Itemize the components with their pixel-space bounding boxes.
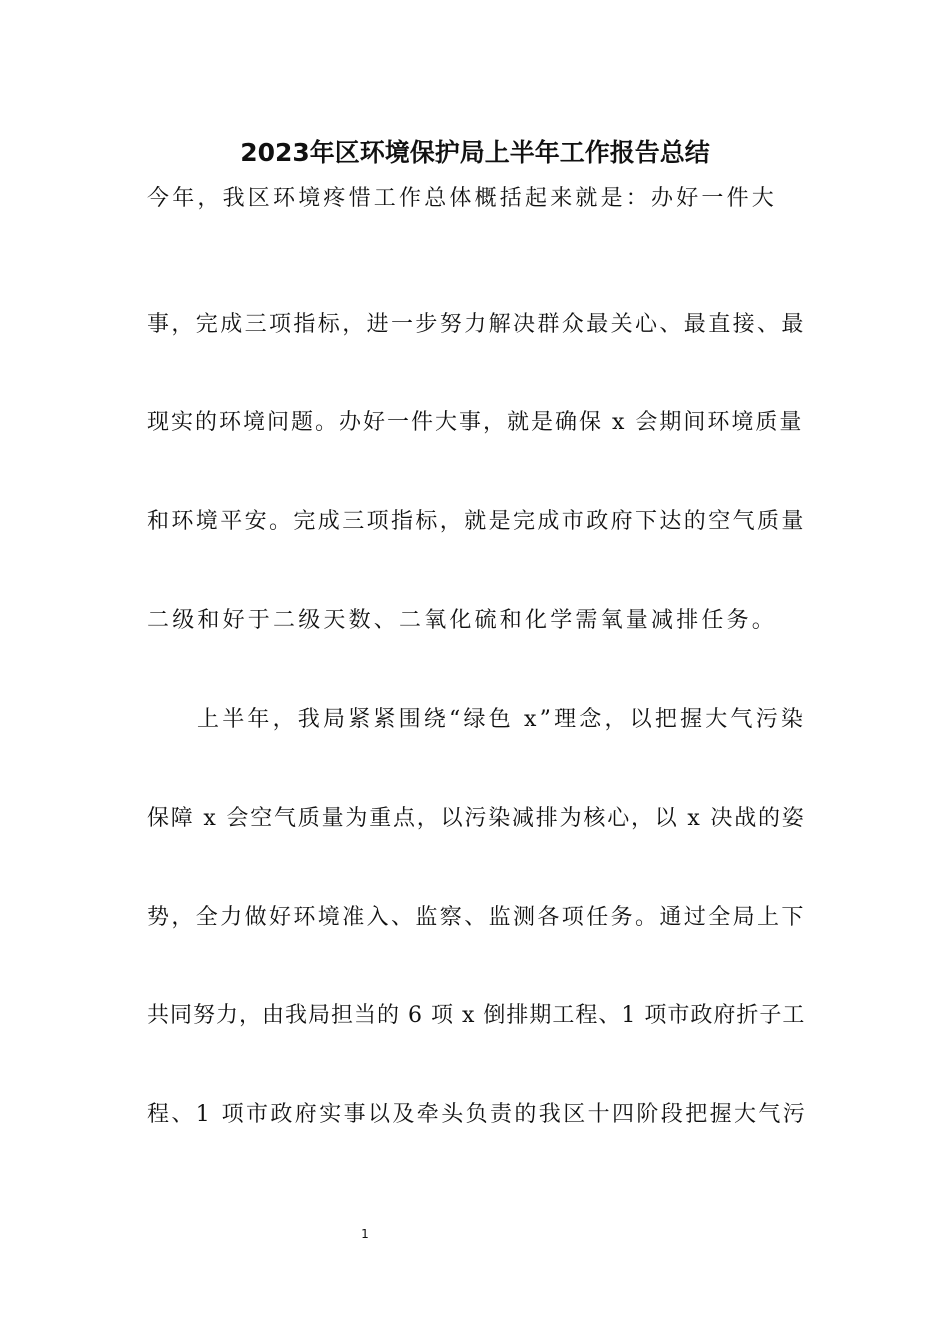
paragraph-2-line-4: 共同努力，由我局担当的 6 项 x 倒排期工程、1 项市政府折子工	[147, 1003, 806, 1028]
paragraph-1-line-2: 事，完成三项指标，进一步努力解决群众最关心、最直接、最	[147, 312, 806, 337]
paragraph-2-line-2: 保障 x 会空气质量为重点，以污染减排为核心，以 x 决战的姿	[147, 806, 806, 831]
page-title: 2023年区环境保护局上半年工作报告总结	[240, 138, 710, 167]
paragraph-2-line-1: 上半年，我局紧紧围绕“绿色 x”理念，以把握大气污染	[197, 707, 807, 732]
paragraph-2-line-3: 势，全力做好环境准入、监察、监测各项任务。通过全局上下	[147, 905, 806, 930]
paragraph-1-line-3: 现实的环境问题。办好一件大事，就是确保 x 会期间环境质量	[147, 410, 804, 435]
paragraph-1-line-1: 今年，我区环境疼惜工作总体概括起来就是：办好一件大	[147, 186, 778, 211]
paragraph-2-line-5: 程、1 项市政府实事以及牵头负责的我区十四阶段把握大气污	[147, 1102, 808, 1127]
paragraph-1-line-5: 二级和好于二级天数、二氧化硫和化学需氧量减排任务。	[147, 608, 778, 633]
page-number: 1	[361, 1227, 369, 1241]
paragraph-1-line-4: 和环境平安。完成三项指标，就是完成市政府下达的空气质量	[147, 509, 806, 534]
